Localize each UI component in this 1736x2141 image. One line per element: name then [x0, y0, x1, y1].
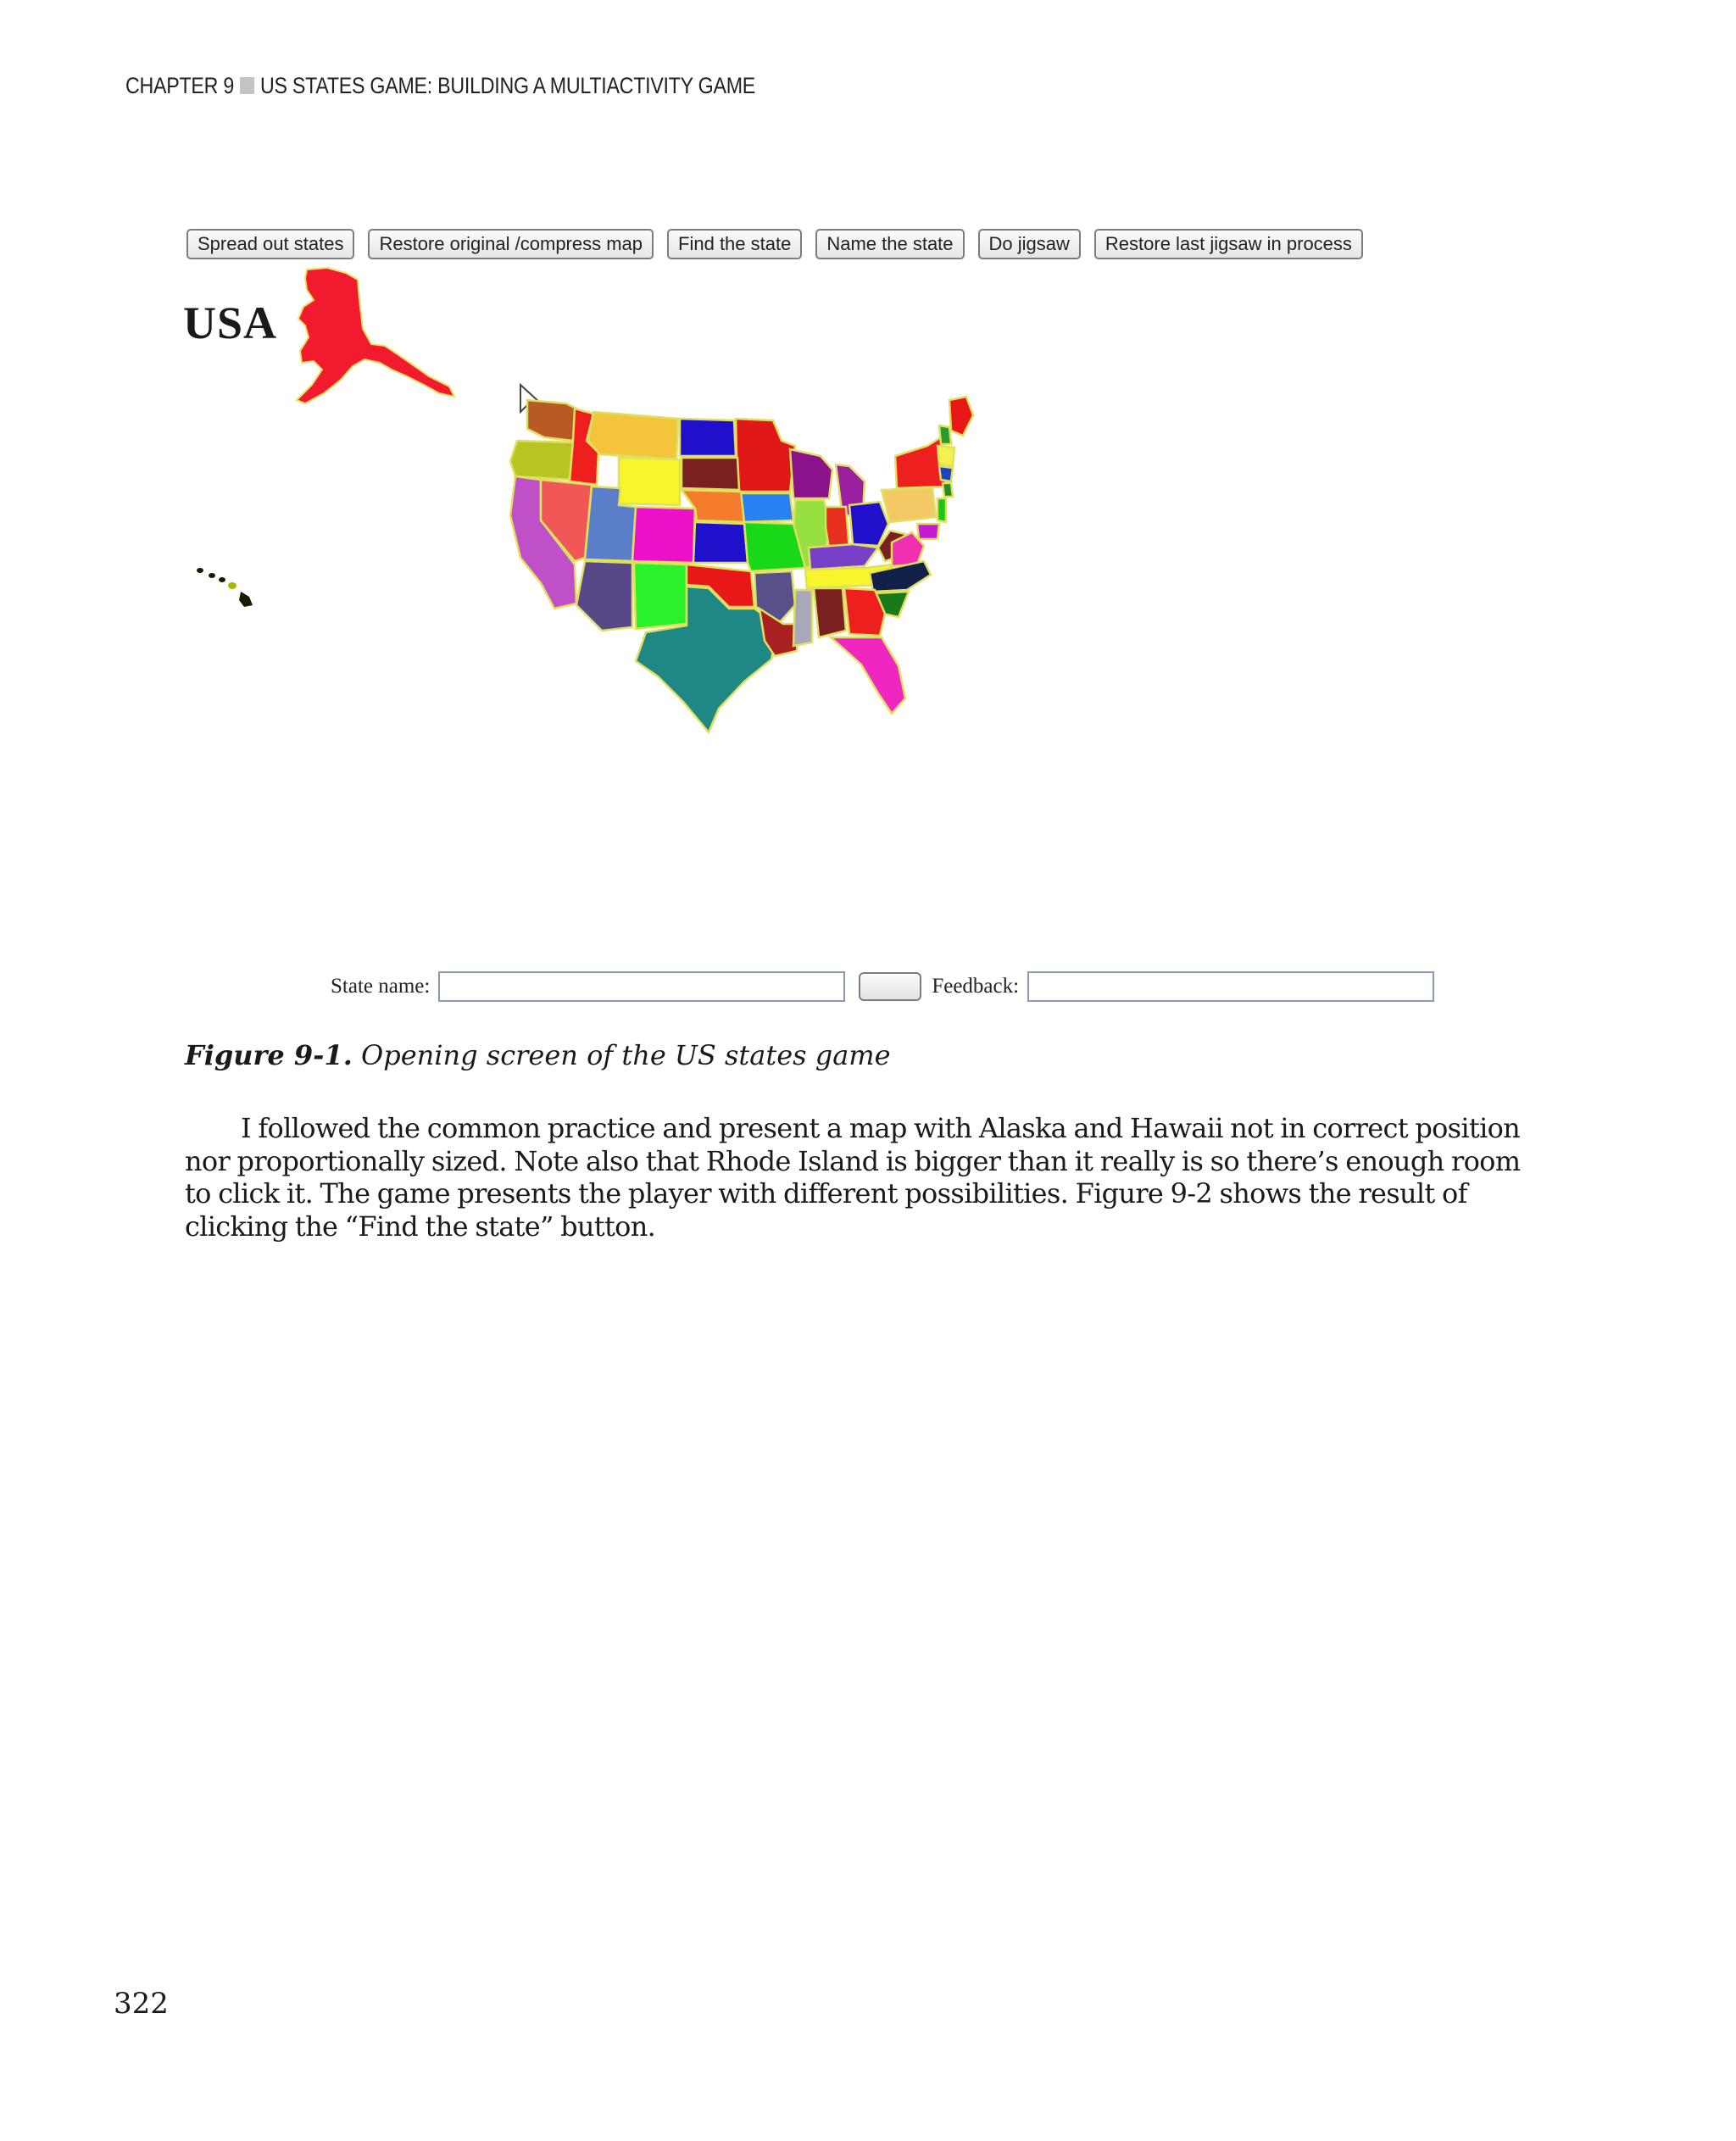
us-map	[178, 219, 1475, 948]
hawaii-state[interactable]	[197, 568, 253, 607]
figure-caption-text: Opening screen of the US states game	[361, 1039, 891, 1071]
state-name-input[interactable]	[438, 971, 845, 1002]
restore-original-button[interactable]: Restore original /compress map	[368, 229, 654, 259]
body-paragraph: I followed the common practice and present a map with Alaska and Hawaii not in correct position nor proportionally sized. Note also that Rhode Island is bigger than it really is so there’s enough room to click it. The game presents the player with different possibilities. Figure 9-2 shows the result of clicking the “Find the state” button.	[185, 1112, 1521, 1243]
feedback-label: Feedback:	[932, 975, 1020, 998]
figure-label: Figure 9-1.	[185, 1039, 353, 1071]
alaska-state[interactable]	[297, 268, 454, 403]
state-name-label: State name:	[331, 975, 431, 998]
page-number: 322	[114, 1987, 169, 2021]
contiguous-states[interactable]	[510, 397, 973, 732]
game-form-row	[331, 971, 1434, 1002]
do-jigsaw-button[interactable]: Do jigsaw	[978, 229, 1081, 259]
restore-last-jigsaw-button[interactable]: Restore last jigsaw in process	[1094, 229, 1363, 259]
map-title: USA	[183, 298, 278, 348]
chapter-label: CHAPTER 9	[125, 73, 235, 98]
find-the-state-button[interactable]: Find the state	[667, 229, 802, 259]
chapter-title: US STATES GAME: BUILDING A MULTIACTIVITY GAME	[259, 73, 756, 98]
running-head	[125, 73, 755, 99]
spread-out-states-button[interactable]: Spread out states	[186, 229, 354, 259]
figure-caption	[185, 1039, 891, 1071]
feedback-field	[1027, 971, 1434, 1002]
name-the-state-button[interactable]: Name the state	[815, 229, 964, 259]
submit-button[interactable]	[859, 972, 921, 1001]
separator-square-icon	[240, 77, 254, 94]
game-screenshot	[178, 219, 1475, 1041]
